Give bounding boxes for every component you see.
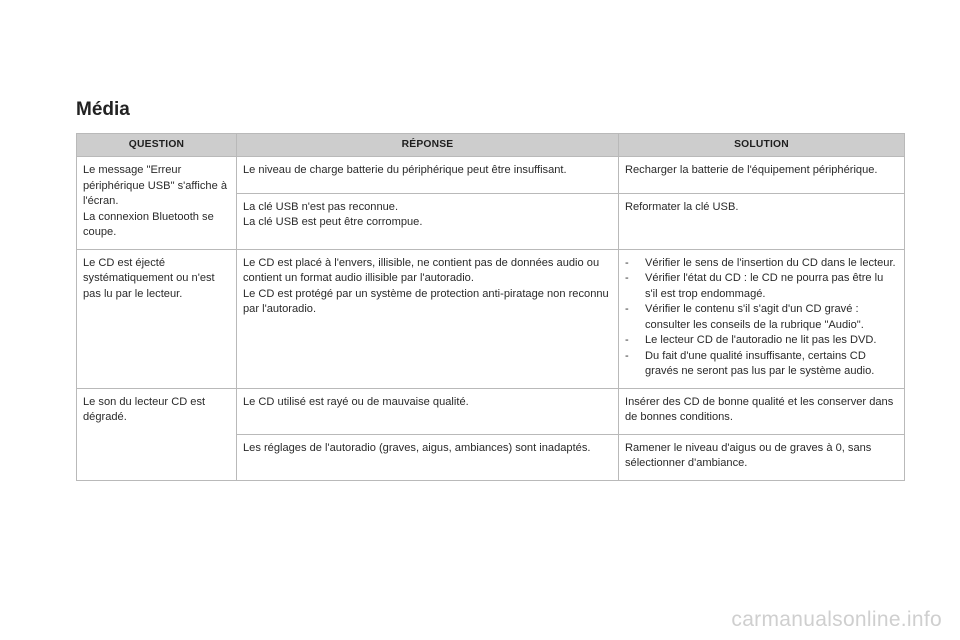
solution-list-item [625, 256, 898, 272]
question-text: Le CD est éjecté systématiquement ou n'est pas lu par le lecteur. [83, 256, 215, 300]
watermark-text: carmanualsonline.info [731, 608, 942, 631]
solution-text: Ramener le niveau d'aigus ou de graves à 0, sans sélectionner d'ambiance. [625, 441, 872, 469]
question-cell [77, 249, 237, 388]
question-cell [77, 388, 237, 480]
solution-item-text: Le lecteur CD de l'autoradio ne lit pas les DVD. [645, 334, 877, 346]
reponse-text: Le CD est placé à l'envers, illisible, ne contient pas de données audio ou contient un format audio illisible par l'autoradio. Le CD est protégé par un système de protection anti-piratage non reconnu par l'autoradio. [243, 256, 609, 315]
bullet-dash: - [625, 272, 629, 284]
solution-cell [619, 434, 905, 480]
reponse-text: Le niveau de charge batterie du périphérique peut être insuffisant. [243, 164, 567, 176]
reponse-cell [237, 434, 619, 480]
solution-cell [619, 249, 905, 388]
question-cell [77, 157, 237, 250]
solution-item-text: Du fait d'une qualité insuffisante, certains CD gravés ne seront pas lus par le système audio. [645, 349, 875, 377]
troubleshooting-table [76, 133, 905, 481]
reponse-text: Le CD utilisé est rayé ou de mauvaise qualité. [243, 395, 469, 408]
reponse-cell [237, 388, 619, 434]
question-text: Le message "Erreur périphérique USB" s'affiche à l'écran. La connexion Bluetooth se coupe. [83, 164, 227, 238]
reponse-text: La clé USB n'est pas reconnue. La clé USB est peut être corrompue. [243, 200, 423, 229]
question-text: Le son du lecteur CD est dégradé. [83, 395, 206, 423]
table-row [77, 249, 905, 388]
solution-text: Insérer des CD de bonne qualité et les conserver dans de bonnes conditions. [625, 395, 894, 423]
bullet-dash: - [625, 303, 629, 315]
reponse-cell [237, 249, 619, 388]
solution-cell [619, 388, 905, 434]
solution-list-item [625, 302, 898, 333]
solution-text: Recharger la batterie de l'équipement périphérique. [625, 164, 878, 176]
reponse-text: Les réglages de l'autoradio (graves, aigus, ambiances) sont inadaptés. [243, 441, 591, 454]
table-row [77, 388, 905, 434]
table-header-row [77, 134, 905, 157]
solution-cell [619, 193, 905, 249]
reponse-cell [237, 193, 619, 249]
column-header-question: QUESTION [77, 134, 237, 157]
bullet-dash: - [625, 349, 629, 362]
solution-list-item [625, 349, 898, 380]
reponse-cell [237, 157, 619, 194]
solution-cell [619, 157, 905, 194]
page-title: Média [76, 99, 130, 120]
column-header-solution: SOLUTION [619, 134, 905, 157]
solution-list [619, 250, 904, 388]
solution-list-item [625, 333, 898, 349]
solution-text: Reformater la clé USB. [625, 200, 739, 213]
solution-item-text: Vérifier l'état du CD : le CD ne pourra pas être lu s'il est trop endommagé. [645, 272, 884, 300]
solution-list-item [625, 271, 898, 302]
solution-item-text: Vérifier le contenu s'il s'agit d'un CD gravé : consulter les conseils de la rubrique "Audio". [645, 303, 864, 331]
bullet-dash: - [625, 256, 629, 269]
column-header-reponse: RÉPONSE [237, 134, 619, 157]
solution-item-text: Vérifier le sens de l'insertion du CD dans le lecteur. [645, 256, 896, 269]
table-row [77, 157, 905, 194]
bullet-dash: - [625, 334, 629, 346]
